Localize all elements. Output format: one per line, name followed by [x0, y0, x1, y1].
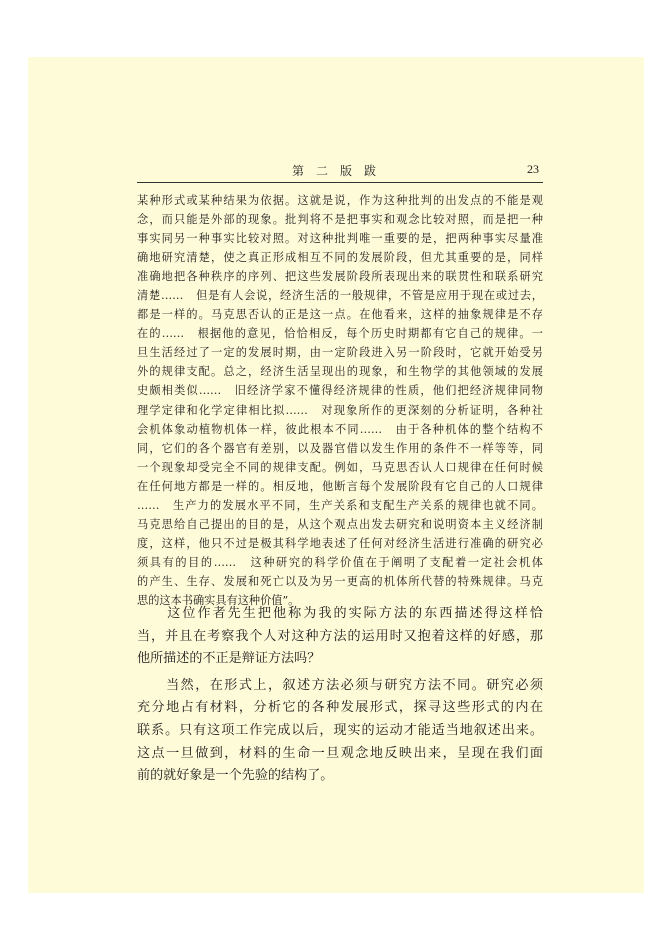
quote-line: 外的规律支配。总之，经济生活呈现出的现象，和生物学的其他领域的发展 — [137, 365, 543, 379]
header-title: 第二版跋 — [291, 164, 388, 178]
quote-line: 念，而只能是外部的现象。批判将不是把事实和观念比较对照，而是把一种 — [137, 213, 543, 227]
quote-line: …… 生产力的发展水平不同，生产关系和支配生产关系的规律也就不同。 — [137, 498, 543, 512]
paragraph-line: 这位作者先生把他称为我的实际方法的东西描述得这样恰 — [137, 606, 543, 621]
quote-line: 都是一样的。马克思否认的正是这一点。在他看来，这样的抽象规律是不存 — [137, 308, 543, 322]
quote-line: 一个现象却受完全不同的规律支配。例如，马克思否认人口规律在任何时候 — [137, 460, 543, 474]
paragraph-line: 前的就好象是一个先验的结构了。 — [137, 768, 334, 784]
quote-line: 旦生活经过了一定的发展时期，由一定阶段进入另一阶段时，它就开始受另 — [137, 346, 543, 360]
quote-line: 在的…… 根据他的意见，恰恰相反，每个历史时期都有它自己的规律。一 — [137, 327, 543, 341]
paragraph-line: 他所描述的不正是辩证方法吗？ — [137, 651, 321, 667]
quote-line: 在任何地方都是一样的。相反地，他断言每个发展阶段有它自己的人口规律 — [137, 479, 543, 493]
quote-line: 的产生、生存、发展和死亡以及为另一更高的机体所代替的特殊规律。马克 — [137, 574, 543, 588]
paragraph-1 — [137, 603, 543, 671]
quote-line: 准确地把各种秩序的序列、把这些发展阶段所表现出来的联贯性和联系研究 — [137, 270, 543, 284]
paragraph-line: 联系。只有这项工作完成以后，现实的运动才能适当地叙述出来。 — [137, 722, 543, 738]
quote-line: 事实同另一种事实比较对照。对这种批判唯一重要的是，把两种事实尽量准 — [137, 232, 543, 246]
quote-line: 同，它们的各个器官有差别，以及器官借以发生作用的条件不一样等等，同 — [137, 441, 543, 455]
quote-line: 确地研究清楚，使之真正形成相互不同的发展阶段，但尤其重要的是，同样 — [137, 251, 543, 265]
running-header — [137, 162, 543, 183]
quote-line: 会机体象动植物机体一样，彼此根本不同…… 由于各种机体的整个结构不 — [137, 422, 543, 436]
paragraph-line: 当，并且在考察我个人对这种方法的运用时又抱着这样的好感，那 — [137, 628, 543, 644]
paragraph-line: 充分地占有材料，分析它的各种发展形式，探寻这些形式的内在 — [137, 700, 543, 716]
body-text — [137, 603, 543, 788]
quote-line: 思的这本书确实具有这种价值”。 — [137, 593, 300, 607]
quote-line: 理学定律和化学定律相比拟…… 对现象所作的更深刻的分析证明，各种社 — [137, 403, 543, 417]
paragraph-2 — [137, 675, 543, 788]
quote-line: 马克思给自己提出的目的是，从这个观点出发去研究和说明资本主义经济制 — [137, 517, 543, 531]
quote-line: 度，这样，他只不过是极其科学地表述了任何对经济生活进行准确的研究必 — [137, 536, 543, 550]
quote-line: 清楚…… 但是有人会说，经济生活的一般规律，不管是应用于现在或过去， — [137, 289, 543, 303]
paragraph-line: 当然，在形式上，叙述方法必须与研究方法不同。研究必须 — [137, 677, 543, 693]
quote-line: 某种形式或某种结果为依据。这就是说，作为这种批判的出发点的不能是观 — [137, 194, 543, 207]
block-quote — [137, 191, 543, 610]
quote-line: 史颇相类似…… 旧经济学家不懂得经济规律的性质，他们把经济规律同物 — [137, 384, 543, 398]
paragraph-line: 这点一旦做到，材料的生命一旦观念地反映出来，呈现在我们面 — [137, 745, 543, 761]
page-number: 23 — [527, 162, 539, 176]
quote-line: 须具有的目的…… 这种研究的科学价值在于阐明了支配着一定社会机体 — [137, 555, 543, 569]
